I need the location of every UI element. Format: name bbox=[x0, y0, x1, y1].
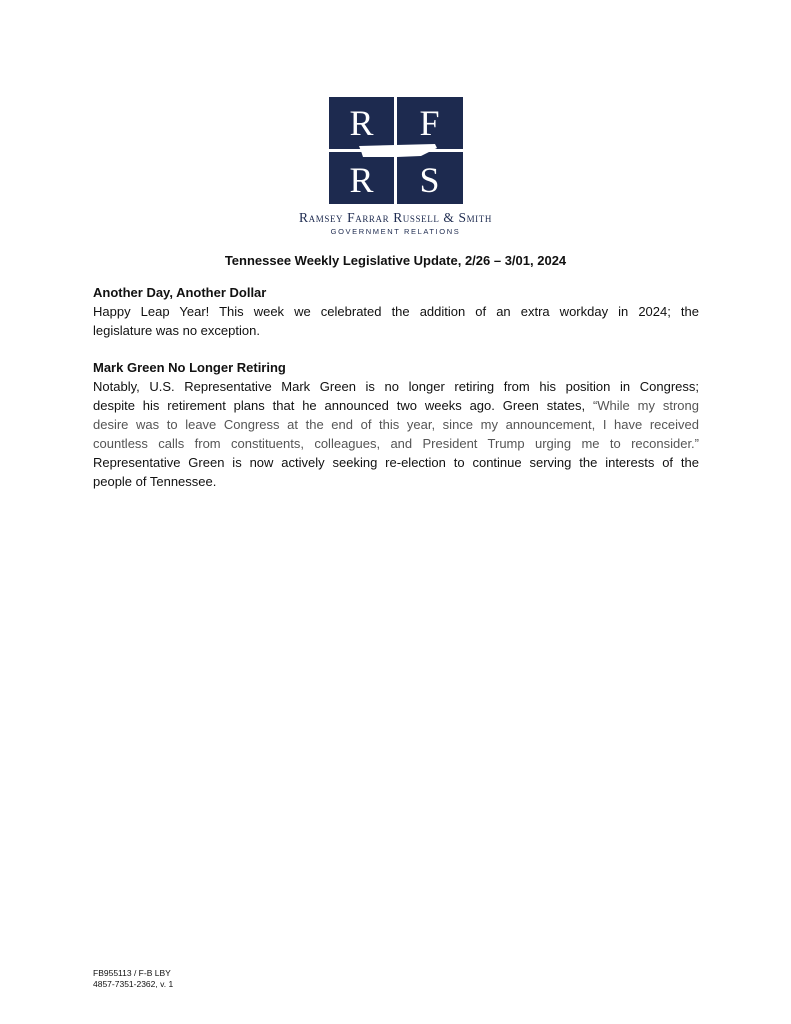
firm-name: Ramsey Farrar Russell & Smith bbox=[299, 210, 492, 225]
paragraph-line: Happy Leap Year! This week we celebrated the addition of an extra workday in 2024; the bbox=[93, 304, 699, 319]
firm-logo bbox=[329, 97, 463, 204]
firm-subtitle: GOVERNMENT RELATIONS bbox=[330, 227, 461, 236]
section-body-mark-green bbox=[93, 377, 699, 491]
paragraph-line bbox=[93, 396, 699, 415]
logo-letter-f: F bbox=[419, 103, 440, 143]
section-heading-mark-green: Mark Green No Longer Retiring bbox=[93, 360, 286, 375]
tennessee-state-icon bbox=[357, 142, 439, 159]
paragraph-line: legislature was no exception. bbox=[93, 323, 260, 338]
paragraph-line: Representative Green is now actively seeking re-election to continue serving the interests of the bbox=[93, 455, 699, 470]
document-title: Tennessee Weekly Legislative Update, 2/26 – 3/01, 2024 bbox=[224, 253, 567, 268]
paragraph-line: Notably, U.S. Representative Mark Green is no longer retiring from his position in Congress; bbox=[93, 379, 699, 394]
quote-line: countless calls from constituents, colleagues, and President Trump urging me to reconsider.” bbox=[93, 436, 699, 451]
quote-text: “While my strong bbox=[592, 398, 699, 413]
logo-letter-r-bottom: R bbox=[349, 160, 374, 200]
document-footer bbox=[93, 968, 173, 990]
section-body-another-day bbox=[93, 302, 699, 340]
quote-line: desire was to leave Congress at the end of this year, since my announcement, I have received bbox=[93, 417, 699, 432]
footer-line: FB955113 / F-B LBY bbox=[93, 968, 171, 978]
paragraph-line: people of Tennessee. bbox=[93, 474, 217, 489]
footer-line: 4857-7351-2362, v. 1 bbox=[93, 979, 174, 989]
section-heading-another-day: Another Day, Another Dollar bbox=[93, 285, 267, 300]
logo-letter-s: S bbox=[419, 160, 440, 200]
paragraph-text: despite his retirement plans that he announced two weeks ago. Green states, bbox=[93, 398, 593, 413]
logo-letter-r-top: R bbox=[349, 103, 374, 143]
